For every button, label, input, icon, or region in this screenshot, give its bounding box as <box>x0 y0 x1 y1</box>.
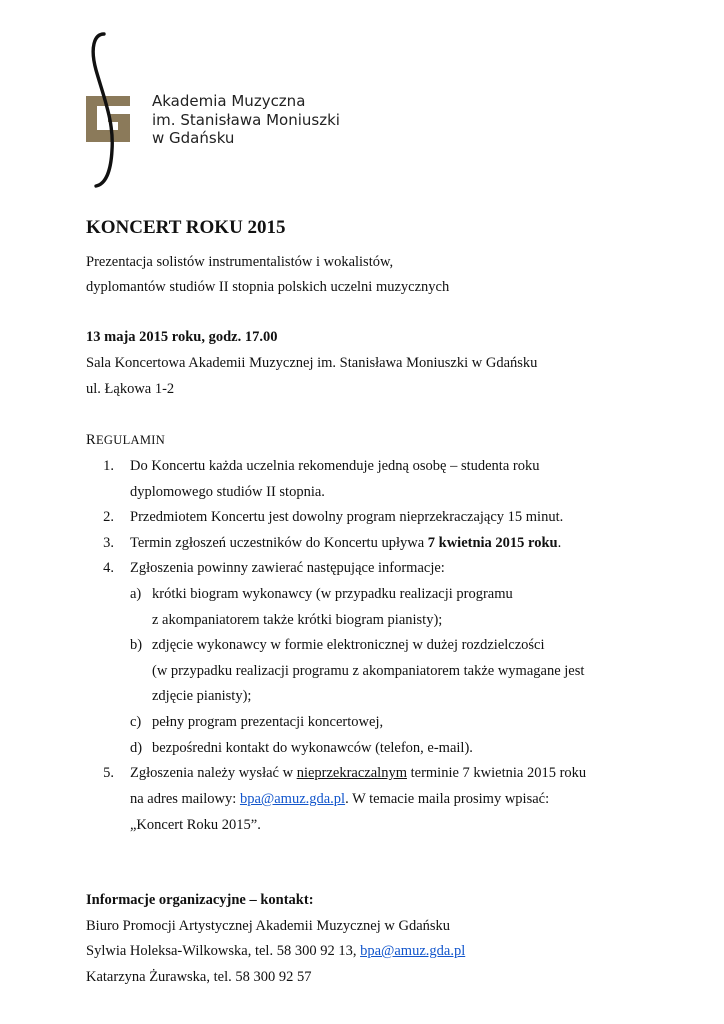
rules-subitem: a) krótki biogram wykonawcy (w przypadku realizacji programu <box>130 586 513 602</box>
rules-subitem: b) zdjęcie wykonawcy w formie elektronicznej w dużej rozdzielczości <box>130 637 545 653</box>
rules-subitem-cont: (w przypadku realizacji programu z akompaniatorem także wymagane jest <box>152 663 585 679</box>
contact-heading: Informacje organizacyjne – kontakt: <box>86 892 314 908</box>
email-link[interactable]: bpa@amuz.gda.pl <box>360 943 466 959</box>
email-link[interactable]: bpa@amuz.gda.pl <box>239 791 346 807</box>
event-date: 13 maja 2015 roku, godz. 17.00 <box>86 329 278 345</box>
contact-office: Biuro Promocji Artystycznej Akademii Muzycznej w Gdańsku <box>86 918 451 934</box>
page-title: KONCERT ROKU 2015 <box>86 217 286 238</box>
subtitle-line: Prezentacja solistów instrumentalistów i wokalistów, <box>86 254 394 270</box>
rules-item-cont: dyplomowego studiów II stopnia. <box>130 484 325 500</box>
rules-subitem: d) bezpośredni kontakt do wykonawców (telefon, e-mail). <box>130 740 473 756</box>
rules-subitem-cont: zdjęcie pianisty); <box>152 688 252 704</box>
logo-wordmark <box>152 92 340 148</box>
subtitle-line: dyplomantów studiów II stopnia polskich uczelni muzycznych <box>86 279 450 295</box>
rules-heading: REGULAMIN <box>86 432 166 448</box>
logo-line: im. Stanisława Moniuszki <box>152 110 340 129</box>
event-venue: Sala Koncertowa Akademii Muzycznej im. Stanisława Moniuszki w Gdańsku <box>86 355 538 371</box>
rules-subitem-cont: z akompaniatorem także krótki biogram pianisty); <box>152 612 443 628</box>
logo-line: Akademia Muzyczna <box>152 92 306 110</box>
rules-item-cont: na adres mailowy: bpa@amuz.gda.pl. W temacie maila prosimy wpisać: <box>130 791 550 807</box>
contact-person: Sylwia Holeksa-Wilkowska, tel. 58 300 92 13, bpa@amuz.gda.pl <box>86 943 466 959</box>
logo-line: w Gdańsku <box>152 129 235 147</box>
academy-logo <box>84 30 150 192</box>
contact-person: Katarzyna Żurawska, tel. 58 300 92 57 <box>86 969 312 985</box>
rules-item-cont: „Koncert Roku 2015”. <box>130 817 261 833</box>
logo-g-icon <box>86 96 130 142</box>
rules-subitem: c) pełny program prezentacji koncertowej, <box>130 714 384 730</box>
event-address: ul. Łąkowa 1-2 <box>86 381 175 397</box>
